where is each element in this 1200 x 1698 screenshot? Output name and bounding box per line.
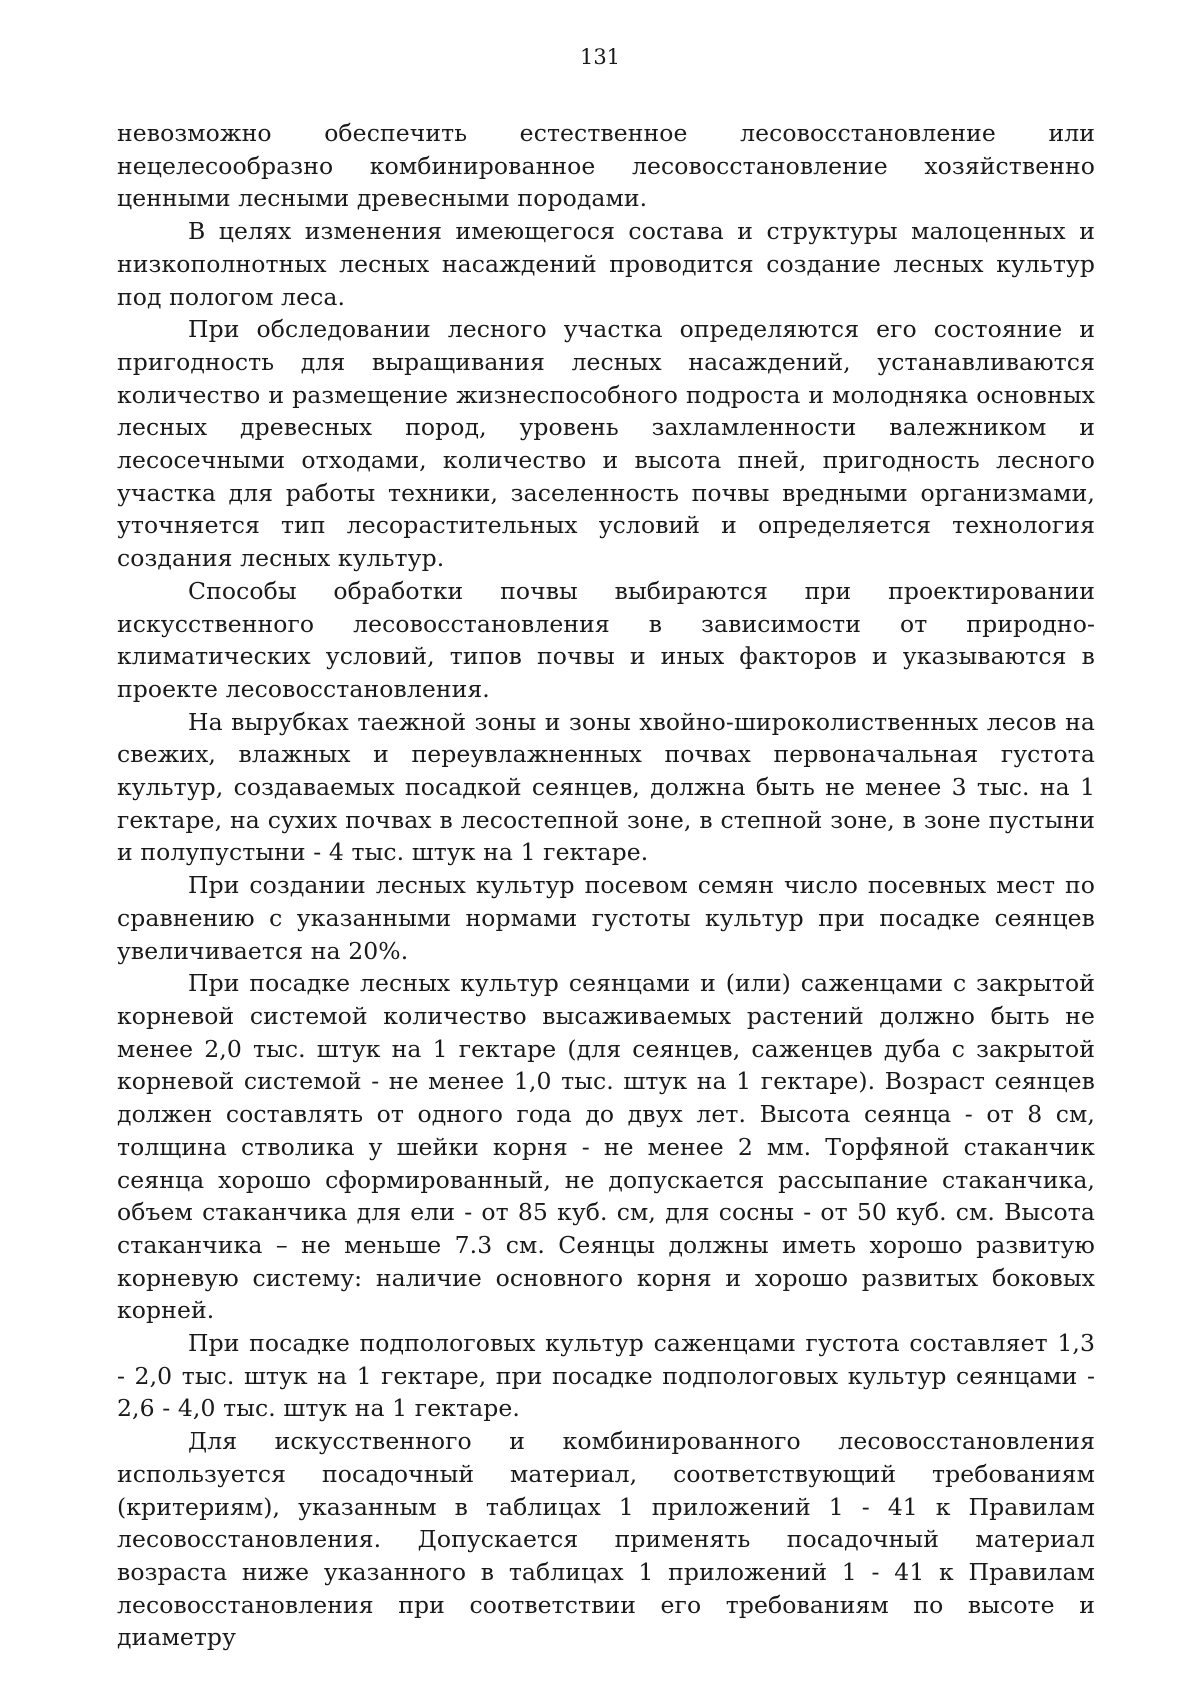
paragraph-soil-treatment: Способы обработки почвы выбираются при проектировании искусственного лесовосстановления в зависимости от природно-климатических условий, типов почвы и иных факторов и указываются в проекте лесовосстановления. <box>117 576 1095 703</box>
paragraph-continuation: невозможно обеспечить естественное лесовосстановление или нецелесообразно комбинированное лесовосстановление хозяйственно ценными лесными древесными породами. <box>117 119 1095 213</box>
page-number: 131 <box>579 45 621 69</box>
paragraph-initial-density: На вырубках таежной зоны и зоны хвойно-широколиственных лесов на свежих, влажных и переувлажненных почвах первоначальная густота культур, создаваемых посадкой сеянцев, должна быть не менее 3 тыс. на 1 гектаре, на сухих почвах в лесостепной зоне, в степной зоне, в зоне пустыни и полупустыни - 4 тыс. штук на 1 гектаре. <box>117 707 1095 867</box>
paragraph-seeding: При создании лесных культур посевом семян число посевных мест по сравнению с указанными нормами густоты культур при посадке сеянцев увеличивается на 20%. <box>117 871 1095 965</box>
paragraph-underplanting-density: При посадке подпологовых культур саженцами густота составляет 1,3 - 2,0 тыс. штук на 1 гектаре, при посадке подпологовых культур сеянцами - 2,6 - 4,0 тыс. штук на 1 гектаре. <box>117 1329 1095 1423</box>
paragraph-closed-root-system: При посадке лесных культур сеянцами и (или) саженцами с закрытой корневой системой количество высаживаемых растений должно быть не менее 2,0 тыс. штук на 1 гектаре (для сеянцев, саженцев дуба с закрытой корневой системой - не менее 1,0 тыс. штук на 1 гектаре). Возраст сеянцев должен составлять от одного года до двух лет. Высота сеянца - от 8 см, толщина стволика у шейки корня - не менее 2 мм. Торфяной стаканчик сеянца хорошо сформированный, не допускается рассыпание стаканчика, объем стаканчика для ели - от 85 куб. см, для сосны - от 50 куб. см. Высота стаканчика – не меньше 7.3 см. Сеянцы должны иметь хорошо развитую корневую систему: наличие основного корня и хорошо развитых боковых корней. <box>117 969 1095 1325</box>
paragraph-site-survey: При обследовании лесного участка определяются его состояние и пригодность для выращивания лесных насаждений, устанавливаются количество и размещение жизнеспособного подроста и молодняка основных лесных древесных пород, уровень захламленности валежником и лесосечными отходами, количество и высота пней, пригодность лесного участка для работы техники, заселенность почвы вредными организмами, уточняется тип лесорастительных условий и определяется технология создания лесных культур. <box>117 315 1095 573</box>
paragraph-planting-material: Для искусственного и комбинированного лесовосстановления используется посадочный материал, соответствующий требованиям (критериям), указанным в таблицах 1 приложений 1 - 41 к Правилам лесовосстановления. Допускается применять посадочный материал возраста ниже указанного в таблицах 1 приложений 1 - 41 к Правилам лесовосстановления при соответствии его требованиям по высоте и диаметру <box>117 1427 1095 1652</box>
body-text <box>117 117 1095 1654</box>
paragraph-composition-change: В целях изменения имеющегося состава и структуры малоценных и низкополнотных лесных насаждений проводится создание лесных культур под пологом леса. <box>117 217 1095 311</box>
